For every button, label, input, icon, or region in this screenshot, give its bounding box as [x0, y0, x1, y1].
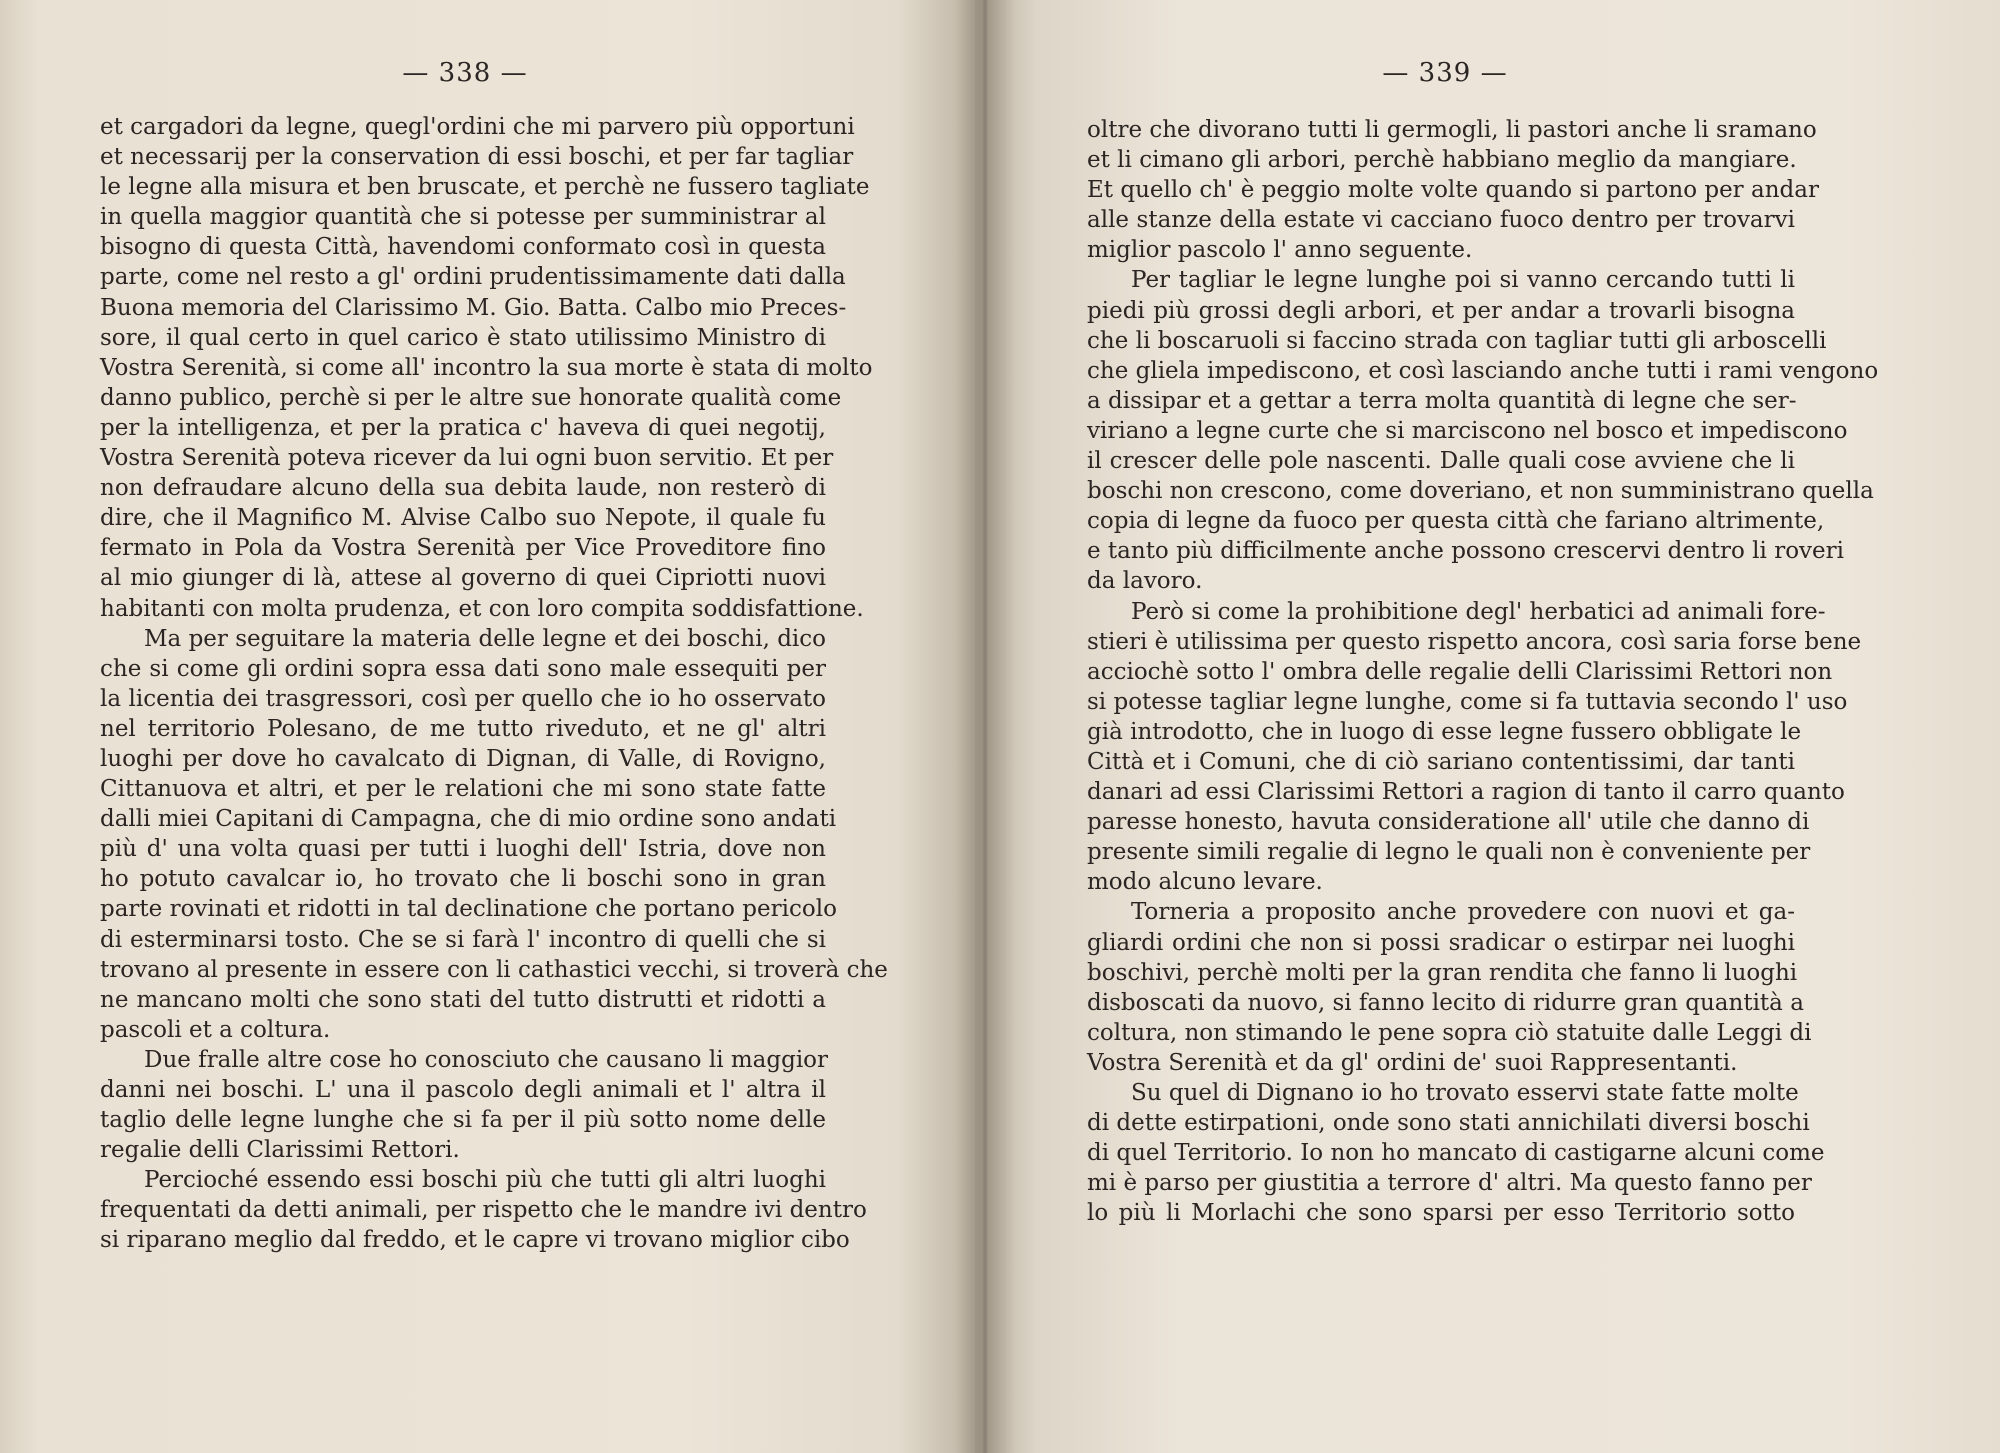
text-line: danni nei boschi. L' una il pascolo degli animali et l' altra il — [100, 1077, 826, 1103]
text-line: habitanti con molta prudenza, et con loro compita soddisfattione. — [100, 595, 864, 622]
text-line: di dette estirpationi, onde sono stati annichilati diversi boschi — [1087, 1110, 1810, 1137]
text-line: parte rovinati et ridotti in tal declinatione che portano pericolo — [100, 896, 837, 923]
text-line: Vostra Serenità et da gl' ordini de' suoi Rappresentanti. — [1087, 1049, 1738, 1076]
text-line: al mio giunger di là, attese al governo di quei Cipriotti nuovi — [100, 565, 826, 592]
text-line: modo alcuno levare. — [1087, 869, 1323, 896]
text-line: mi è parso per giustitia a terrore d' altri. Ma questo fanno per — [1087, 1170, 1812, 1197]
text-line: et li cimano gli arbori, perchè habbiano meglio da mangiare. — [1087, 147, 1797, 174]
text-line: miglior pascolo l' anno seguente. — [1087, 237, 1473, 264]
text-line: pascoli et a coltura. — [100, 1016, 331, 1043]
text-line: si potesse tagliar legne lunghe, come si fa tuttavia secondo l' uso — [1087, 688, 1848, 715]
text-line: a dissipar et a gettar a terra molta quantità di legne che ser- — [1087, 387, 1797, 414]
text-line: da lavoro. — [1087, 568, 1203, 595]
text-line: oltre che divorano tutti li germogli, li pastori anche li sramano — [1087, 117, 1817, 143]
left-page — [0, 0, 975, 1453]
text-line: Vostra Serenità poteva ricever da lui ogni buon servitio. Et per — [100, 445, 834, 472]
text-line: danari ad essi Clarissimi Rettori a ragion di tanto il carro quanto — [1087, 779, 1845, 806]
text-line: già introdotto, che in luogo di esse legne fussero obbligate le — [1087, 718, 1802, 745]
text-line: Per tagliar le legne lunghe poi si vanno cercando tutti li — [1131, 267, 1795, 294]
text-line: di esterminarsi tosto. Che se si farà l' incontro di quelli che si — [100, 926, 826, 953]
page-text — [1087, 115, 1879, 1228]
text-line: regalie delli Clarissimi Rettori. — [100, 1137, 460, 1164]
text-line: Percioché essendo essi boschi più che tutti gli altri luoghi — [144, 1167, 826, 1194]
text-line: che li boscaruoli si faccino strada con tagliar tutti gli arboscelli — [1087, 327, 1827, 354]
text-line: la licentia dei trasgressori, così per quello che io ho osservato — [100, 685, 826, 712]
text-line: Torneria a proposito anche provedere con nuovi et ga- — [1131, 899, 1795, 926]
text-line: bisogno di questa Città, havendomi conformato così in questa — [100, 234, 826, 261]
text-line: piedi più grossi degli arbori, et per andar a trovarli bisogna — [1087, 297, 1795, 324]
page-number: — 339 — — [1382, 58, 1508, 88]
text-line: nel territorio Polesano, de me tutto riveduto, et ne gl' altri — [100, 715, 826, 742]
text-line: le legne alla misura et ben bruscate, et perchè ne fussero tagliate — [100, 174, 870, 201]
text-line: si riparano meglio dal freddo, et le capre vi trovano miglior cibo — [100, 1227, 850, 1254]
text-line: boschi non crescono, come doveriano, et non sumministrano quella — [1087, 478, 1874, 505]
text-line: di quel Territorio. Io non ho mancato di castigarne alcuni come — [1087, 1140, 1825, 1167]
text-line: che gliela impediscono, et così lasciando anche tutti i rami vengono — [1087, 357, 1879, 384]
text-line: Città et i Comuni, che di ciò sariano contentissimi, dar tanti — [1087, 748, 1795, 775]
text-line: e tanto più difficilmente anche possono crescervi dentro li roveri — [1087, 538, 1845, 565]
text-line: in quella maggior quantità che si potesse per sumministrar al — [100, 204, 826, 231]
text-line: et necessarij per la conservation di essi boschi, et per far tagliar — [100, 144, 854, 171]
text-line: lo più li Morlachi che sono sparsi per esso Territorio sotto — [1087, 1200, 1795, 1227]
text-line: Vostra Serenità, si come all' incontro la sua morte è stata di molto — [100, 354, 873, 381]
text-line: trovano al presente in essere con li cathastici vecchi, si troverà che — [100, 956, 888, 983]
text-line: luoghi per dove ho cavalcato di Dignan, di Valle, di Rovigno, — [100, 745, 826, 772]
text-line: più d' una volta quasi per tutti i luoghi dell' Istria, dove non — [100, 836, 826, 863]
text-line: boschivi, perchè molti per la gran rendita che fanno li luoghi — [1087, 959, 1798, 986]
text-line: et cargadori da legne, quegl'ordini che mi parvero più opportuni — [100, 114, 855, 140]
text-line: sore, il qual certo in quel carico è stato utilissimo Ministro di — [100, 324, 826, 351]
text-line: presente simili regalie di legno le quali non è conveniente per — [1087, 839, 1811, 866]
text-line: acciochè sotto l' ombra delle regalie delli Clarissimi Rettori non — [1087, 658, 1833, 685]
text-line: per la intelligenza, et per la pratica c' haveva di quei negotij, — [100, 414, 826, 441]
text-line: danno publico, perchè si per le altre sue honorate qualità come — [100, 384, 842, 411]
page-text — [100, 112, 888, 1256]
text-line: ho potuto cavalcar io, ho trovato che li boschi sono in gran — [100, 866, 826, 893]
text-line: dire, che il Magnifico M. Alvise Calbo suo Nepote, il quale fu — [100, 505, 826, 532]
page-number: — 338 — — [402, 58, 528, 88]
text-line: copia di legne da fuoco per questa città che fariano altrimente, — [1087, 508, 1825, 535]
text-line: Però si come la prohibitione degl' herbatici ad animali fore- — [1131, 598, 1826, 625]
text-line: disboscati da nuovo, si fanno lecito di ridurre gran quantità a — [1087, 989, 1804, 1016]
text-line: paresse honesto, havuta consideratione all' utile che danno di — [1087, 809, 1810, 836]
text-line: che si come gli ordini sopra essa dati sono male essequiti per — [100, 655, 826, 682]
text-line: Cittanuova et altri, et per le relationi che mi sono state fatte — [100, 776, 826, 803]
text-line: Due fralle altre cose ho conosciuto che causano li maggior — [144, 1046, 829, 1073]
text-line: Ma per seguitare la materia delle legne et dei boschi, dico — [144, 625, 826, 652]
text-line: Et quello ch' è peggio molte volte quando si partono per andar — [1087, 177, 1819, 204]
text-line: non defraudare alcuno della sua debita laude, non resterò di — [100, 475, 826, 502]
text-line: dalli miei Capitani di Campagna, che di mio ordine sono andati — [100, 806, 837, 833]
text-line: taglio delle legne lunghe che si fa per il più sotto nome delle — [100, 1107, 826, 1134]
text-line: il crescer delle pole nascenti. Dalle quali cose avviene che li — [1087, 448, 1795, 475]
text-line: viriano a legne curte che si marciscono nel bosco et impediscono — [1087, 417, 1848, 444]
text-line: frequentati da detti animali, per rispetto che le mandre ivi dentro — [100, 1197, 867, 1224]
text-line: stieri è utilissima per questo rispetto ancora, così saria forse bene — [1087, 628, 1862, 655]
text-line: parte, come nel resto a gl' ordini prudentissimamente dati dalla — [100, 264, 846, 291]
right-page — [975, 0, 2000, 1453]
text-line: Buona memoria del Clarissimo M. Gio. Batta. Calbo mio Preces- — [100, 294, 847, 321]
text-line: Su quel di Dignano io ho trovato esservi state fatte molte — [1131, 1080, 1799, 1106]
text-line: coltura, non stimando le pene sopra ciò statuite dalle Leggi di — [1087, 1019, 1812, 1046]
text-line: gliardi ordini che non si possi sradicar o estirpar nei luoghi — [1087, 929, 1795, 956]
text-line: alle stanze della estate vi cacciano fuoco dentro per trovarvi — [1087, 207, 1795, 234]
text-line: fermato in Pola da Vostra Serenità per Vice Proveditore fino — [100, 535, 826, 562]
text-line: ne mancano molti che sono stati del tutto distrutti et ridotti a — [100, 986, 826, 1013]
